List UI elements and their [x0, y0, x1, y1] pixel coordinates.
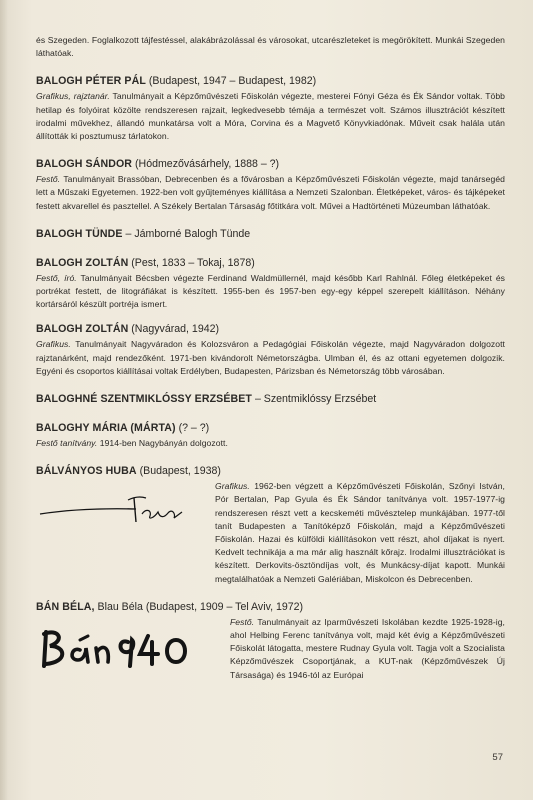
- entry-name: BALOGHY MÁRIA (MÁRTA): [36, 422, 176, 435]
- entry-name: BALOGHNÉ SZENTMIKLÓSSY ERZSÉBET: [36, 393, 252, 406]
- entry-body: [36, 338, 505, 378]
- entry-body: [36, 173, 505, 213]
- entry-heading: [36, 256, 505, 271]
- entry-dates: Blau Béla (Budapest, 1909 – Tel Aviv, 1972): [97, 600, 304, 613]
- entry-heading: [36, 392, 505, 407]
- entry-dates: (? – ?): [178, 422, 210, 435]
- entry-role: Grafikus.: [215, 481, 250, 492]
- entry-role: Grafikus, rajztanár.: [36, 91, 110, 102]
- entry-balogh-peter-pal: [36, 74, 505, 143]
- entry-heading: [36, 421, 505, 436]
- entry-role: Festő, író.: [36, 272, 77, 283]
- entry-balvanyos-huba: [36, 464, 505, 586]
- entry-text: Tanulmányait Bécsben végezte Ferdinand Waldmüllernél, majd később Karl Rahlnál. Főleg életképeket és portrékat festett, de litográfiákat is készített. 1955-ben és 1957-ben egy-egy képpel szerepelt kiállításon. Néhány kortársáról készült portréja ismert.: [36, 272, 505, 310]
- entry-role: Grafikus.: [36, 339, 71, 350]
- entry-text: Tanulmányait a Képzőművészeti Főiskolán végezte, mesterei Fónyi Géza és Ék Sándor voltak. Több hetilap és folyóirat közölte rendszeresen rajzait, legkedvesebb témája a természet volt. Számos illusztrációt készített irodalmi művekhez, állandó munkatársa volt a Móra, Corvina és a Magvető Könyvkiadónak. Műveit csak halála után állították ki posztumusz tárlatokon.: [36, 91, 505, 142]
- entry-ban-bela: [36, 600, 505, 682]
- entry-dates: (Budapest, 1947 – Budapest, 1982): [148, 75, 317, 88]
- entry-dates: (Nagyvárad, 1942): [131, 323, 220, 336]
- entry-balogh-zoltan-pest: [36, 256, 505, 312]
- entry-balogh-sandor: [36, 157, 505, 213]
- entry-body: [36, 90, 505, 143]
- entry-text: Tanulmányait Nagyváradon és Kolozsváron a Pedagógiai Főiskolán végezte, majd Nagyváradon dolgozott rajztanárként, majd rendezőként. 1971-ben kivándorolt Németországba. Ulmban él, és az ottani egyetemen dolgozik. Egyéni és csoportos kiállításai voltak Erdélyben, Budapesten, Párizsban és Németország több városában.: [36, 339, 505, 376]
- entry-name: BALOGH ZOLTÁN: [36, 256, 129, 269]
- entry-baloghy-maria: [36, 421, 505, 450]
- entry-text: 1962-ben végzett a Képzőművészeti Főiskolán, Szőnyi István, Pór Bertalan, Pap Gyula és Ék Sándor tanítványa volt. 1957-1977-ig rendszeresen részt vett a kecskeméti művésztelep munkájában. 1977-től tanít Budapesten a Tanítóképző Főiskolán, majd a Képzőművészeti Főiskolán. Hazai és külföldi kiállításokon vett részt, ahol díjakat is nyert. Kedvelt technikája a ma már alig használt kőrajz. Irodalmi illusztrációkat is készített. Derkovits-ösztöndíjas volt, és Munkácsy-díjat kapott. Munkái megtalálhatóak a Nemzeti Galériában, Miskolcon és Debrecenben.: [215, 481, 505, 584]
- intro-paragraph: és Szegeden. Foglalkozott tájfestéssel, alakábrázolással és városokat, utcarészleteket is megörökített. Munkái Szegeden láthatóak.: [36, 35, 505, 59]
- entry-body-with-signature: [36, 480, 505, 586]
- entry-name: BALOGH SÁNDOR: [36, 158, 133, 171]
- entry-body: [230, 616, 505, 682]
- entry-heading: [36, 157, 505, 172]
- entry-heading: [36, 322, 505, 337]
- entry-balogh-tunde: [36, 227, 505, 242]
- entry-crossref: – Szentmiklóssy Erzsébet: [254, 393, 377, 406]
- handwritten-signature-icon: [36, 484, 201, 536]
- page-crease: [0, 0, 8, 800]
- entry-role: Festő.: [36, 174, 61, 185]
- entry-text: Tanulmányait az Iparművészeti Iskolában kezdte 1925-1928-ig, ahol Helbing Ferenc tanítványa volt, majd két évig a Képzőművészeti Főiskolát látogatta, mestere Rudnay Gyula volt. Tagja volt a Szocialista Képzőművészek Csoportjának, a KUT-nak (Képzőművészek Új Társasága) és 1946-tól az Európai: [230, 616, 505, 680]
- entry-body: [36, 437, 505, 450]
- entry-baloghne-szentmiklossy: [36, 392, 505, 407]
- entry-dates: (Budapest, 1938): [139, 465, 221, 478]
- entry-name: BÁN BÉLA,: [36, 600, 95, 613]
- entry-dates: (Pest, 1833 – Tokaj, 1878): [131, 256, 255, 269]
- signature-ban-image: [36, 616, 216, 678]
- entry-crossref: – Jámborné Balogh Tünde: [125, 227, 251, 240]
- entry-heading: [36, 227, 505, 242]
- entry-dates: (Hódmezővásárhely, 1888 – ?): [135, 158, 280, 171]
- entry-name: BÁLVÁNYOS HUBA: [36, 465, 137, 478]
- handwritten-signature-icon: [36, 620, 216, 680]
- entry-name: BALOGH TÜNDE: [36, 227, 123, 240]
- entry-balogh-zoltan-nagyvarad: [36, 322, 505, 378]
- entry-heading: [36, 600, 505, 615]
- entry-role: Festő.: [230, 616, 255, 627]
- entry-heading: [36, 464, 505, 479]
- signature-balvanyos-image: [36, 480, 201, 538]
- page-number: 57: [492, 752, 503, 763]
- entry-name: BALOGH PÉTER PÁL: [36, 75, 146, 88]
- entry-role: Festő tanítvány.: [36, 438, 98, 449]
- entry-body: [215, 480, 505, 586]
- entry-body-with-signature: [36, 616, 505, 682]
- entry-heading: [36, 74, 505, 89]
- entry-text: 1914-ben Nagybányán dolgozott.: [99, 438, 228, 449]
- entry-name: BALOGH ZOLTÁN: [36, 323, 129, 336]
- entry-text: Tanulmányait Brassóban, Debrecenben és a fővárosban a Képzőművészeti Főiskolán végezte, majd tanársegéd lett a Műszaki Egyetemen. 1922-ben volt gyűjteményes kiállítása a Nemzeti Szalonban. Életképeket, város- és tájképeket festett akvarellel és pasztellel. A Székely Bertalan Társaság főtitkára volt. Művei a Hadtörténeti Múzeumban láthatóak.: [36, 174, 505, 211]
- entry-body: [36, 272, 505, 312]
